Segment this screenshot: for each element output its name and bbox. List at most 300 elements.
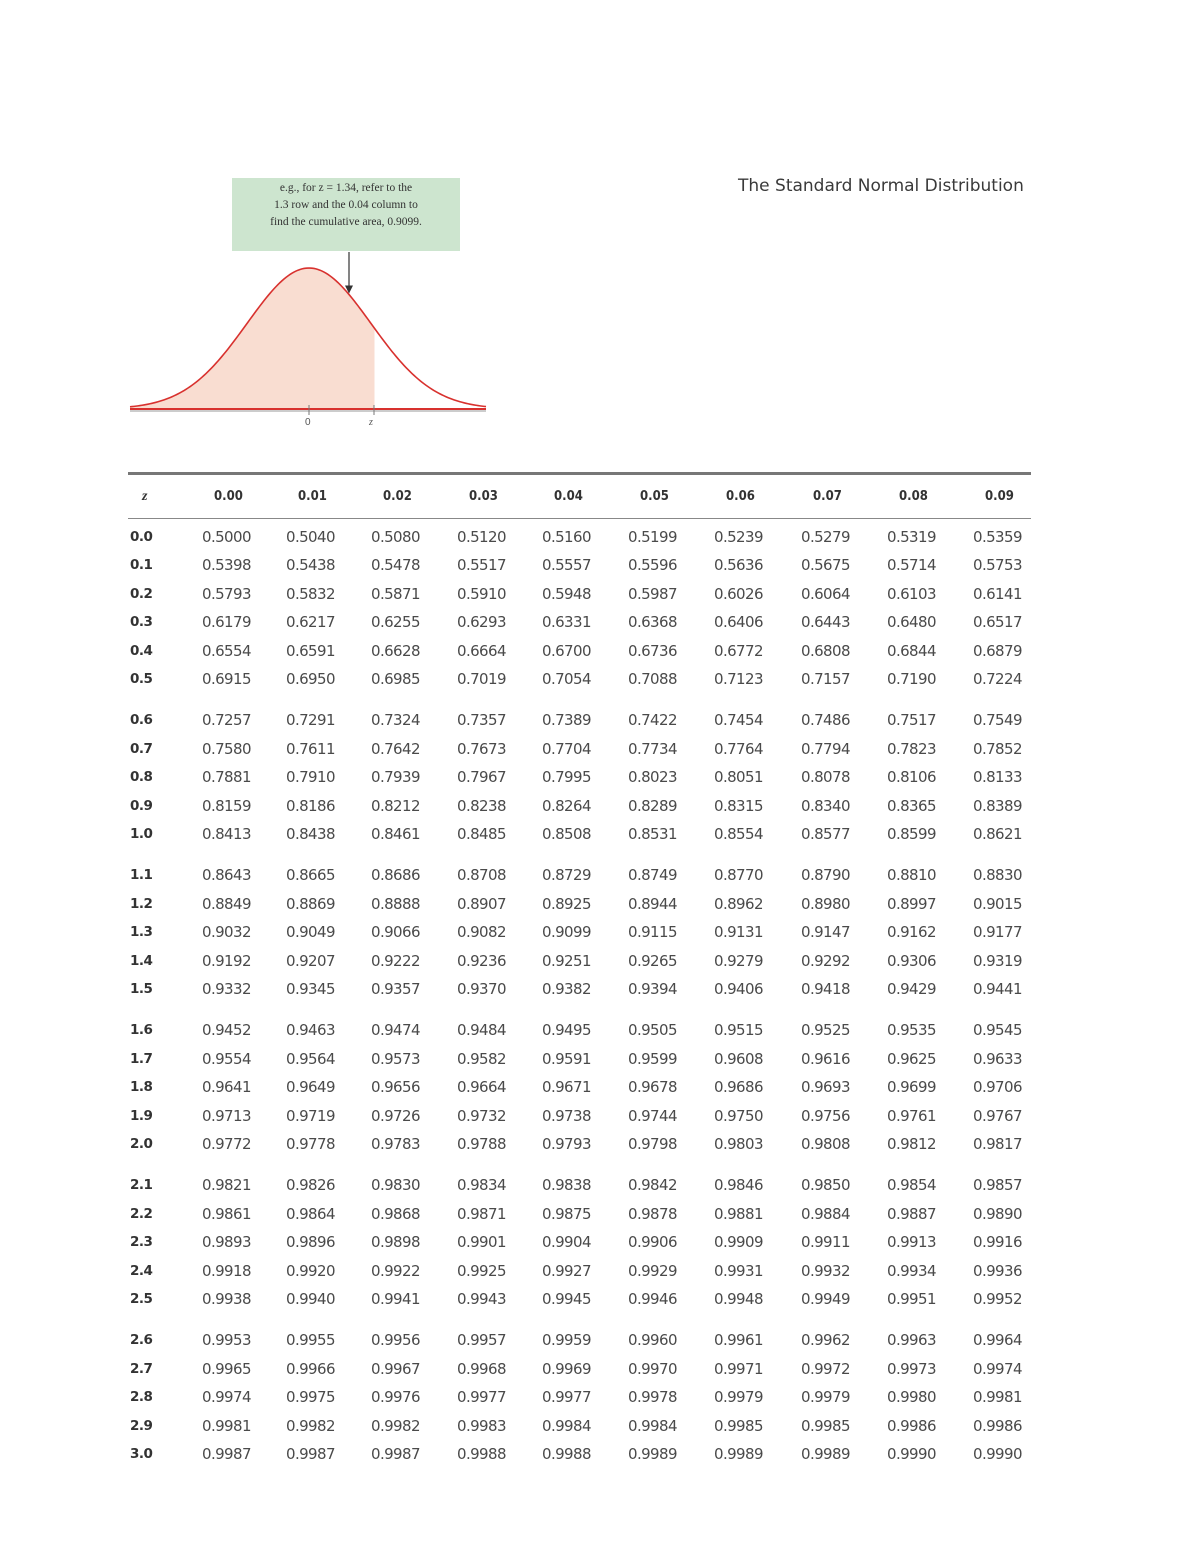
table-cell: 0.9846 xyxy=(714,1176,763,1195)
table-cell: 0.8830 xyxy=(973,866,1022,885)
table-cell: 0.8485 xyxy=(457,825,506,843)
table-cell: 0.7704 xyxy=(542,739,591,758)
table-cell: 0.8621 xyxy=(973,825,1022,843)
table-cell: 0.7764 xyxy=(714,739,763,758)
table-cell: 0.9909 xyxy=(714,1233,763,1252)
table-cell: 0.5596 xyxy=(628,556,677,575)
table-cell: 0.9983 xyxy=(457,1416,506,1435)
table-cell: 0.9370 xyxy=(457,980,506,998)
table-row xyxy=(128,1258,1031,1286)
table-row xyxy=(128,764,1031,792)
table-row xyxy=(128,1131,1031,1159)
table-cell: 0.9985 xyxy=(714,1416,763,1435)
table-cell: 0.8980 xyxy=(801,894,850,913)
table-cell: 0.9920 xyxy=(286,1261,335,1280)
table-cell: 0.8708 xyxy=(457,866,506,885)
table-cell: 0.9495 xyxy=(542,1021,591,1040)
table-cell: 0.6443 xyxy=(801,613,850,632)
table-cell: 0.6591 xyxy=(286,641,335,660)
table-cell: 0.9989 xyxy=(714,1445,763,1463)
table-cell: 0.5239 xyxy=(714,528,763,546)
table-cell: 0.9032 xyxy=(202,923,251,942)
table-cell: 0.9864 xyxy=(286,1204,335,1223)
table-cell: 0.5000 xyxy=(202,528,251,546)
z-table xyxy=(128,472,1031,1519)
table-cell: 0.8106 xyxy=(887,768,936,787)
table-cell: 0.9949 xyxy=(801,1290,850,1308)
table-cell: 0.6915 xyxy=(202,670,251,688)
table-cell: 0.9963 xyxy=(887,1331,936,1350)
z-value: 0.7 xyxy=(130,740,153,757)
table-cell: 0.9015 xyxy=(973,894,1022,913)
table-cell: 0.9988 xyxy=(457,1445,506,1463)
table-cell: 0.8554 xyxy=(714,825,763,843)
table-cell: 0.8907 xyxy=(457,894,506,913)
table-cell: 0.5910 xyxy=(457,584,506,603)
table-cell: 0.9956 xyxy=(371,1331,420,1350)
table-cell: 0.7852 xyxy=(973,739,1022,758)
table-cell: 0.9319 xyxy=(973,951,1022,970)
table-cell: 0.9986 xyxy=(887,1416,936,1435)
table-cell: 0.9686 xyxy=(714,1078,763,1097)
table-cell: 0.9976 xyxy=(371,1388,420,1407)
table-cell: 0.9699 xyxy=(887,1078,936,1097)
table-cell: 0.7190 xyxy=(887,670,936,688)
table-cell: 0.9977 xyxy=(457,1388,506,1407)
table-cell: 0.9535 xyxy=(887,1021,936,1040)
table-cell: 0.9131 xyxy=(714,923,763,942)
table-cell: 0.9554 xyxy=(202,1049,251,1068)
table-cell: 0.9979 xyxy=(801,1388,850,1407)
table-cell: 0.9934 xyxy=(887,1261,936,1280)
table-cell: 0.9977 xyxy=(542,1388,591,1407)
z-value: 1.6 xyxy=(130,1022,153,1039)
table-cell: 0.9564 xyxy=(286,1049,335,1068)
table-cell: 0.9608 xyxy=(714,1049,763,1068)
table-cell: 0.7794 xyxy=(801,739,850,758)
table-cell: 0.9981 xyxy=(202,1416,251,1435)
table-cell: 0.7642 xyxy=(371,739,420,758)
table-cell: 0.9664 xyxy=(457,1078,506,1097)
table-cell: 0.9945 xyxy=(542,1290,591,1308)
z-value: 1.3 xyxy=(130,924,153,941)
z-column-header: z xyxy=(142,489,148,504)
table-cell: 0.8599 xyxy=(887,825,936,843)
table-cell: 0.9826 xyxy=(286,1176,335,1195)
table-cell: 0.9761 xyxy=(887,1106,936,1125)
table-cell: 0.9982 xyxy=(286,1416,335,1435)
table-cell: 0.9545 xyxy=(973,1021,1022,1040)
z-value: 2.6 xyxy=(130,1332,153,1349)
table-cell: 0.9793 xyxy=(542,1135,591,1153)
table-cell: 0.7910 xyxy=(286,768,335,787)
table-cell: 0.9803 xyxy=(714,1135,763,1153)
column-header: 0.05 xyxy=(640,489,669,504)
table-cell: 0.9515 xyxy=(714,1021,763,1040)
table-cell: 0.5793 xyxy=(202,584,251,603)
table-cell: 0.9975 xyxy=(286,1388,335,1407)
table-cell: 0.8264 xyxy=(542,796,591,815)
z-value: 0.1 xyxy=(130,557,153,574)
table-cell: 0.7123 xyxy=(714,670,763,688)
table-cell: 0.6406 xyxy=(714,613,763,632)
table-cell: 0.5120 xyxy=(457,528,506,546)
table-cell: 0.9525 xyxy=(801,1021,850,1040)
z-value: 2.7 xyxy=(130,1360,153,1377)
table-cell: 0.6772 xyxy=(714,641,763,660)
table-cell: 0.8340 xyxy=(801,796,850,815)
table-cell: 0.9693 xyxy=(801,1078,850,1097)
table-cell: 0.9207 xyxy=(286,951,335,970)
table-cell: 0.9484 xyxy=(457,1021,506,1040)
table-cell: 0.9964 xyxy=(973,1331,1022,1350)
table-cell: 0.9951 xyxy=(887,1290,936,1308)
column-header: 0.04 xyxy=(554,489,583,504)
table-row xyxy=(128,552,1031,580)
table-cell: 0.9726 xyxy=(371,1106,420,1125)
table-cell: 0.9345 xyxy=(286,980,335,998)
table-cell: 0.8810 xyxy=(887,866,936,885)
table-cell: 0.9890 xyxy=(973,1204,1022,1223)
table-cell: 0.9474 xyxy=(371,1021,420,1040)
table-cell: 0.9382 xyxy=(542,980,591,998)
table-cell: 0.9582 xyxy=(457,1049,506,1068)
z-value: 2.2 xyxy=(130,1205,153,1222)
z-value: 2.4 xyxy=(130,1262,153,1279)
table-cell: 0.7157 xyxy=(801,670,850,688)
table-cell: 0.5040 xyxy=(286,528,335,546)
table-cell: 0.8944 xyxy=(628,894,677,913)
table-cell: 0.9147 xyxy=(801,923,850,942)
table-cell: 0.9966 xyxy=(286,1359,335,1378)
table-cell: 0.8849 xyxy=(202,894,251,913)
table-cell: 0.8389 xyxy=(973,796,1022,815)
table-row xyxy=(128,707,1031,735)
table-cell: 0.9808 xyxy=(801,1135,850,1153)
table-cell: 0.9972 xyxy=(801,1359,850,1378)
table-cell: 0.9986 xyxy=(973,1416,1022,1435)
table-cell: 0.5279 xyxy=(801,528,850,546)
table-cell: 0.8665 xyxy=(286,866,335,885)
table-cell: 0.9932 xyxy=(801,1261,850,1280)
table-cell: 0.9778 xyxy=(286,1135,335,1153)
table-cell: 0.9772 xyxy=(202,1135,251,1153)
table-cell: 0.9875 xyxy=(542,1204,591,1223)
table-cell: 0.7324 xyxy=(371,711,420,730)
z-value: 2.9 xyxy=(130,1417,153,1434)
table-cell: 0.5359 xyxy=(973,528,1022,546)
z-value: 2.3 xyxy=(130,1234,153,1251)
table-cell: 0.8078 xyxy=(801,768,850,787)
table-cell: 0.8997 xyxy=(887,894,936,913)
table-cell: 0.9927 xyxy=(542,1261,591,1280)
table-cell: 0.9441 xyxy=(973,980,1022,998)
table-cell: 0.9750 xyxy=(714,1106,763,1125)
table-cell: 0.6844 xyxy=(887,641,936,660)
table-cell: 0.9940 xyxy=(286,1290,335,1308)
table-row xyxy=(128,1441,1031,1469)
table-cell: 0.9922 xyxy=(371,1261,420,1280)
table-cell: 0.9904 xyxy=(542,1233,591,1252)
table-cell: 0.9591 xyxy=(542,1049,591,1068)
table-cell: 0.9830 xyxy=(371,1176,420,1195)
table-cell: 0.9306 xyxy=(887,951,936,970)
table-cell: 0.9842 xyxy=(628,1176,677,1195)
axis-label-zero: 0 xyxy=(305,417,311,428)
table-cell: 0.5199 xyxy=(628,528,677,546)
z-value: 2.5 xyxy=(130,1291,153,1307)
table-cell: 0.9974 xyxy=(973,1359,1022,1378)
callout-line: e.g., for z = 1.34, refer to the xyxy=(279,182,413,194)
table-cell: 0.7995 xyxy=(542,768,591,787)
table-cell: 0.9941 xyxy=(371,1290,420,1308)
table-cell: 0.7291 xyxy=(286,711,335,730)
table-cell: 0.9948 xyxy=(714,1290,763,1308)
z-value: 2.8 xyxy=(130,1389,153,1406)
table-cell: 0.5948 xyxy=(542,584,591,603)
table-row xyxy=(128,736,1031,764)
z-value: 1.9 xyxy=(130,1107,153,1124)
table-cell: 0.9987 xyxy=(202,1445,251,1463)
table-row xyxy=(128,1103,1031,1131)
table-cell: 0.8159 xyxy=(202,796,251,815)
table-cell: 0.9978 xyxy=(628,1388,677,1407)
table-cell: 0.9893 xyxy=(202,1233,251,1252)
table-cell: 0.8438 xyxy=(286,825,335,843)
table-row xyxy=(128,891,1031,919)
table-cell: 0.9981 xyxy=(973,1388,1022,1407)
table-cell: 0.9767 xyxy=(973,1106,1022,1125)
table-cell: 0.7673 xyxy=(457,739,506,758)
table-cell: 0.9957 xyxy=(457,1331,506,1350)
table-cell: 0.6331 xyxy=(542,613,591,632)
table-cell: 0.6664 xyxy=(457,641,506,660)
table-cell: 0.9959 xyxy=(542,1331,591,1350)
table-cell: 0.7454 xyxy=(714,711,763,730)
table-cell: 0.7389 xyxy=(542,711,591,730)
table-cell: 0.9854 xyxy=(887,1176,936,1195)
table-cell: 0.6480 xyxy=(887,613,936,632)
table-row xyxy=(128,638,1031,666)
table-cell: 0.6517 xyxy=(973,613,1022,632)
table-cell: 0.8643 xyxy=(202,866,251,885)
table-cell: 0.9960 xyxy=(628,1331,677,1350)
table-cell: 0.9251 xyxy=(542,951,591,970)
table-cell: 0.8962 xyxy=(714,894,763,913)
table-cell: 0.8289 xyxy=(628,796,677,815)
table-cell: 0.9925 xyxy=(457,1261,506,1280)
table-cell: 0.9732 xyxy=(457,1106,506,1125)
table-cell: 0.9616 xyxy=(801,1049,850,1068)
table-cell: 0.6950 xyxy=(286,670,335,688)
table-cell: 0.6255 xyxy=(371,613,420,632)
column-header: 0.03 xyxy=(469,489,498,504)
table-cell: 0.9861 xyxy=(202,1204,251,1223)
table-cell: 0.8212 xyxy=(371,796,420,815)
table-cell: 0.9452 xyxy=(202,1021,251,1040)
table-cell: 0.9953 xyxy=(202,1331,251,1350)
table-cell: 0.8888 xyxy=(371,894,420,913)
table-cell: 0.9719 xyxy=(286,1106,335,1125)
table-row xyxy=(128,976,1031,1004)
table-cell: 0.9982 xyxy=(371,1416,420,1435)
table-cell: 0.9929 xyxy=(628,1261,677,1280)
example-callout xyxy=(232,178,460,251)
table-cell: 0.9406 xyxy=(714,980,763,998)
table-cell: 0.5832 xyxy=(286,584,335,603)
table-cell: 0.8051 xyxy=(714,768,763,787)
table-cell: 0.9177 xyxy=(973,923,1022,942)
table-cell: 0.9798 xyxy=(628,1135,677,1153)
table-cell: 0.5636 xyxy=(714,556,763,575)
column-header: 0.00 xyxy=(214,489,243,504)
table-cell: 0.9192 xyxy=(202,951,251,970)
z-value: 0.9 xyxy=(130,797,153,814)
page-title: The Standard Normal Distribution xyxy=(738,176,1024,196)
z-value: 1.5 xyxy=(130,981,153,997)
table-cell: 0.8133 xyxy=(973,768,1022,787)
table-cell: 0.9332 xyxy=(202,980,251,998)
table-cell: 0.9887 xyxy=(887,1204,936,1223)
table-cell: 0.7224 xyxy=(973,670,1022,688)
table-cell: 0.7580 xyxy=(202,739,251,758)
table-cell: 0.9871 xyxy=(457,1204,506,1223)
z-value: 0.6 xyxy=(130,712,153,729)
table-body xyxy=(128,519,1031,1519)
table-cell: 0.7054 xyxy=(542,670,591,688)
table-cell: 0.6736 xyxy=(628,641,677,660)
table-cell: 0.6879 xyxy=(973,641,1022,660)
table-row xyxy=(128,1413,1031,1441)
table-cell: 0.9573 xyxy=(371,1049,420,1068)
table-cell: 0.9599 xyxy=(628,1049,677,1068)
table-cell: 0.6368 xyxy=(628,613,677,632)
table-cell: 0.9913 xyxy=(887,1233,936,1252)
table-cell: 0.5080 xyxy=(371,528,420,546)
table-cell: 0.9906 xyxy=(628,1233,677,1252)
callout-line: find the cumulative area, 0.9099. xyxy=(270,216,422,228)
table-row xyxy=(128,862,1031,890)
table-cell: 0.8461 xyxy=(371,825,420,843)
table-cell: 0.5319 xyxy=(887,528,936,546)
table-cell: 0.9756 xyxy=(801,1106,850,1125)
table-cell: 0.9984 xyxy=(542,1416,591,1435)
table-cell: 0.9821 xyxy=(202,1176,251,1195)
table-row xyxy=(128,1201,1031,1229)
table-cell: 0.9633 xyxy=(973,1049,1022,1068)
table-cell: 0.9943 xyxy=(457,1290,506,1308)
table-cell: 0.9987 xyxy=(371,1445,420,1463)
table-cell: 0.9656 xyxy=(371,1078,420,1097)
table-cell: 0.5675 xyxy=(801,556,850,575)
table-cell: 0.5517 xyxy=(457,556,506,575)
table-cell: 0.9901 xyxy=(457,1233,506,1252)
table-cell: 0.9881 xyxy=(714,1204,763,1223)
table-cell: 0.5478 xyxy=(371,556,420,575)
table-cell: 0.6554 xyxy=(202,641,251,660)
table-cell: 0.8577 xyxy=(801,825,850,843)
table-cell: 0.7967 xyxy=(457,768,506,787)
table-cell: 0.9984 xyxy=(628,1416,677,1435)
table-cell: 0.9878 xyxy=(628,1204,677,1223)
table-row xyxy=(128,1172,1031,1200)
table-cell: 0.9394 xyxy=(628,980,677,998)
table-row xyxy=(128,1046,1031,1074)
table-cell: 0.9911 xyxy=(801,1233,850,1252)
z-value: 0.5 xyxy=(130,671,153,687)
table-cell: 0.7088 xyxy=(628,670,677,688)
table-row xyxy=(128,1384,1031,1412)
cumulative-area-fill xyxy=(130,268,374,409)
table-row xyxy=(128,1229,1031,1257)
table-cell: 0.6217 xyxy=(286,613,335,632)
table-row xyxy=(128,1327,1031,1355)
table-cell: 0.9989 xyxy=(628,1445,677,1463)
table-cell: 0.7881 xyxy=(202,768,251,787)
table-row xyxy=(128,581,1031,609)
table-cell: 0.6103 xyxy=(887,584,936,603)
table-cell: 0.9649 xyxy=(286,1078,335,1097)
table-cell: 0.9971 xyxy=(714,1359,763,1378)
table-cell: 0.8770 xyxy=(714,866,763,885)
table-cell: 0.9974 xyxy=(202,1388,251,1407)
table-cell: 0.9706 xyxy=(973,1078,1022,1097)
z-value: 0.0 xyxy=(130,529,153,545)
table-cell: 0.5871 xyxy=(371,584,420,603)
table-cell: 0.9990 xyxy=(887,1445,936,1463)
table-row xyxy=(128,609,1031,637)
table-cell: 0.7549 xyxy=(973,711,1022,730)
table-cell: 0.7734 xyxy=(628,739,677,758)
table-cell: 0.5160 xyxy=(542,528,591,546)
table-cell: 0.8238 xyxy=(457,796,506,815)
table-cell: 0.5714 xyxy=(887,556,936,575)
table-cell: 0.5398 xyxy=(202,556,251,575)
table-cell: 0.9938 xyxy=(202,1290,251,1308)
table-cell: 0.9357 xyxy=(371,980,420,998)
table-cell: 0.7019 xyxy=(457,670,506,688)
column-header: 0.07 xyxy=(813,489,842,504)
table-row xyxy=(128,919,1031,947)
table-cell: 0.9968 xyxy=(457,1359,506,1378)
table-cell: 0.6700 xyxy=(542,641,591,660)
table-cell: 0.9931 xyxy=(714,1261,763,1280)
table-cell: 0.9671 xyxy=(542,1078,591,1097)
z-value: 1.8 xyxy=(130,1079,153,1096)
table-cell: 0.8413 xyxy=(202,825,251,843)
table-cell: 0.9916 xyxy=(973,1233,1022,1252)
table-cell: 0.9980 xyxy=(887,1388,936,1407)
table-cell: 0.7257 xyxy=(202,711,251,730)
table-row xyxy=(128,793,1031,821)
table-cell: 0.9641 xyxy=(202,1078,251,1097)
table-cell: 0.9850 xyxy=(801,1176,850,1195)
table-cell: 0.9463 xyxy=(286,1021,335,1040)
z-value: 0.3 xyxy=(130,614,153,631)
table-cell: 0.9965 xyxy=(202,1359,251,1378)
table-cell: 0.9989 xyxy=(801,1445,850,1463)
table-cell: 0.9970 xyxy=(628,1359,677,1378)
table-cell: 0.7823 xyxy=(887,739,936,758)
table-cell: 0.9952 xyxy=(973,1290,1022,1308)
table-cell: 0.8531 xyxy=(628,825,677,843)
table-cell: 0.9973 xyxy=(887,1359,936,1378)
table-cell: 0.9783 xyxy=(371,1135,420,1153)
table-cell: 0.9918 xyxy=(202,1261,251,1280)
table-cell: 0.9979 xyxy=(714,1388,763,1407)
table-cell: 0.9418 xyxy=(801,980,850,998)
table-cell: 0.9868 xyxy=(371,1204,420,1223)
